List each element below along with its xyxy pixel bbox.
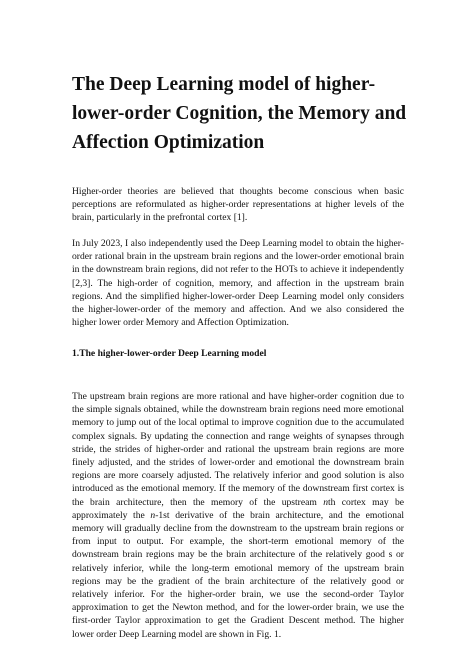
section-heading: 1.The higher-lower-order Deep Learning model (72, 348, 267, 359)
intro-paragraph-2: In July 2023, I also independently used the Deep Learning model to obtain the higher-order rational brain in the upstream brain regions and the lower-order emotional brain in the downstream brain regions, did not refer to the HOTs to achieve it independently [2,3]. The high-order of cognition, memory, and affection in the upstream brain regions. And the simplified higher-lower-order Deep Learning model only considers the higher-lower-order of the memory and affection. And we also considered the higher lower order Memory and Affection Optimization. (72, 238, 404, 329)
section-text-part-1: The upstream brain regions are more rational and have higher-order cognition due to the simple signals obtained, while the downstream brain regions need more emotional memory to jump out of the local optimal to improve cognition due to the accumulated complex signals. By updating the connection and range weights of synapses through stride, the strides of higher-order and rational the upstream brain regions are more finely adjusted, and the strides of lower-order and emotional the downstream brain regions are more coarsely adjusted. The relatively inferior and good solution is also introduced as the emotional memory. If the memory of the downstream first cortex is the brain architecture, then the memory of the upstream (72, 391, 404, 508)
paper-title: The Deep Learning model of higher-lower-order Cognition, the Memory and Affection Optimization (72, 74, 407, 153)
intro-paragraph-1: Higher-order theories are believed that thoughts become conscious when basic perceptions are reformulated as higher-order representations at higher levels of the brain, particularly in the prefrontal cortex [1]. (72, 186, 404, 224)
section-text-part-2: th cortex may be approximately the (72, 496, 405, 521)
italic-n-2: n (150, 509, 156, 521)
italic-n-1: n (323, 496, 328, 508)
section-paragraph (72, 390, 404, 641)
section-text-part-3: -1st derivative of the brain architecture, and the emotional memory will gradually decline from the downstream to the upstream brain regions or from input to output. For example, the short-term emotional memory of the downstream brain regions may be the brain architecture of the relatively good s or relatively inferior, while the long-term emotional memory of the upstream brain regions may be the gradient of the brain architecture of the relatively good or relatively inferior. For the higher-order brain, we use the second-order Taylor approximation to get the Newton method, and for the lower-order brain, we use the first-order Taylor approximation to get the Gradient Descent method. The higher lower order Deep Learning model are shown in Fig. 1. (72, 509, 404, 640)
